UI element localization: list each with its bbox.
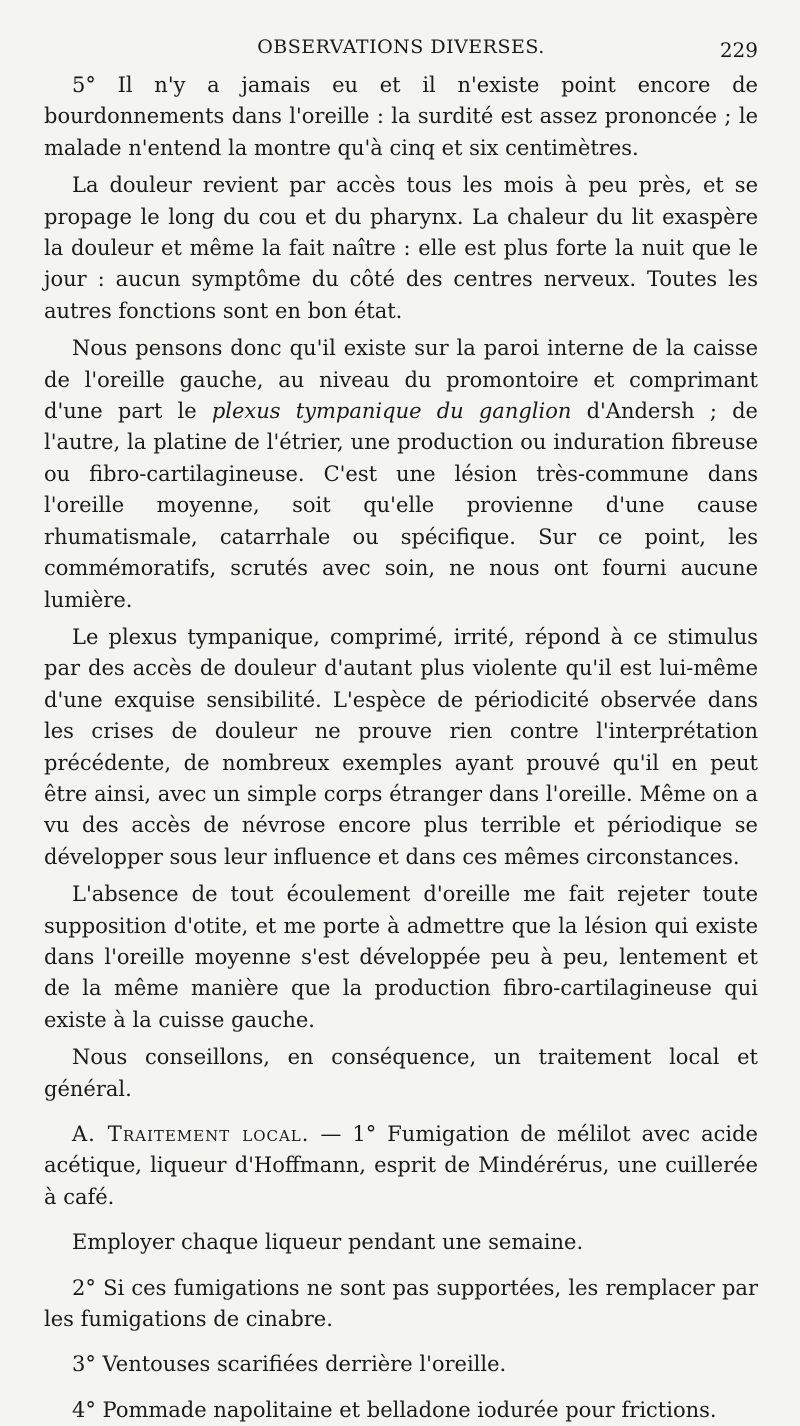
running-title: OBSERVATIONS DIVERSES.: [257, 36, 545, 58]
paragraph-10: 3° Ventouses scarifiées derrière l'oreille.: [72, 1352, 507, 1377]
paragraph-2: La douleur revient par accès tous les mois à peu près, et se propage le long du cou et du pharynx. La chaleur du lit exaspère la douleur et même la fait naître : elle est plus forte la nuit que le jour : aucun symptôme du côté des centres nerveux. Toutes les autres fonctions sont en bon état.: [44, 173, 758, 323]
paragraph-3: [44, 333, 758, 616]
paragraph-6: Nous conseillons, en conséquence, un traitement local et général.: [44, 1045, 758, 1101]
paragraph-8: Employer chaque liqueur pendant une semaine.: [72, 1230, 584, 1255]
paragraph-7: [44, 1119, 758, 1213]
page-number: 229: [719, 38, 758, 62]
section-heading-traitement-local: A. Traitement local.: [72, 1122, 310, 1146]
paragraph-3-text-b: d'Andersh ; de l'autre, la platine de l'étrier, une production ou induration fibreuse ou fibro-cartilagineuse. C'est une lésion très-commune dans l'oreille moyenne, soit qu'elle provienne d'une cause rhumatismale, catarrhale ou spécifique. Sur ce point, les commémoratifs, scrutés avec soin, ne nous ont fourni aucune lumière.: [44, 399, 758, 612]
paragraph-5: L'absence de tout écoulement d'oreille me fait rejeter toute supposition d'otite, et me porte à admettre que la lésion qui existe dans l'oreille moyenne s'est développée peu à peu, lentement et de la même manière que la production fibro-cartilagineuse qui existe à la cuisse gauche.: [44, 882, 758, 1032]
paragraph-11: 4° Pommade napolitaine et belladone iodurée pour frictions.: [72, 1397, 717, 1422]
running-head: [44, 36, 758, 70]
body-text: [44, 70, 758, 1426]
paragraph-1: 5° Il n'y a jamais eu et il n'existe point encore de bourdonnements dans l'oreille : la surdité est assez prononcée ; le malade n'entend la montre qu'à cinq et six centimètres.: [44, 73, 758, 160]
paragraph-3-italic: plexus tympanique du ganglion: [211, 399, 572, 424]
paragraph-7-text: — 1° Fumigation de mélilot avec acide acétique, liqueur d'Hoffmann, esprit de Mindérérus, une cuillerée à café.: [44, 1122, 758, 1209]
paragraph-4: Le plexus tympanique, comprimé, irrité, répond à ce stimulus par des accès de douleur d'autant plus violente qu'il est lui-même d'une exquise sensibilité. L'espèce de périodicité observée dans les crises de douleur ne prouve rien contre l'interprétation précédente, de nombreux exemples ayant prouvé qu'il en peut être ainsi, avec un simple corps étranger dans l'oreille. Même on a vu des accès de névrose encore plus terrible et périodique se développer sous leur influence et dans ces mêmes circonstances.: [44, 624, 758, 869]
paragraph-3-text-a: Nous pensons donc qu'il existe sur la paroi interne de la caisse de l'oreille gauche, au niveau du promontoire et comprimant d'une part le: [44, 336, 758, 424]
paragraph-9: 2° Si ces fumigations ne sont pas supportées, les remplacer par les fumigations de cinabre.: [44, 1275, 758, 1332]
